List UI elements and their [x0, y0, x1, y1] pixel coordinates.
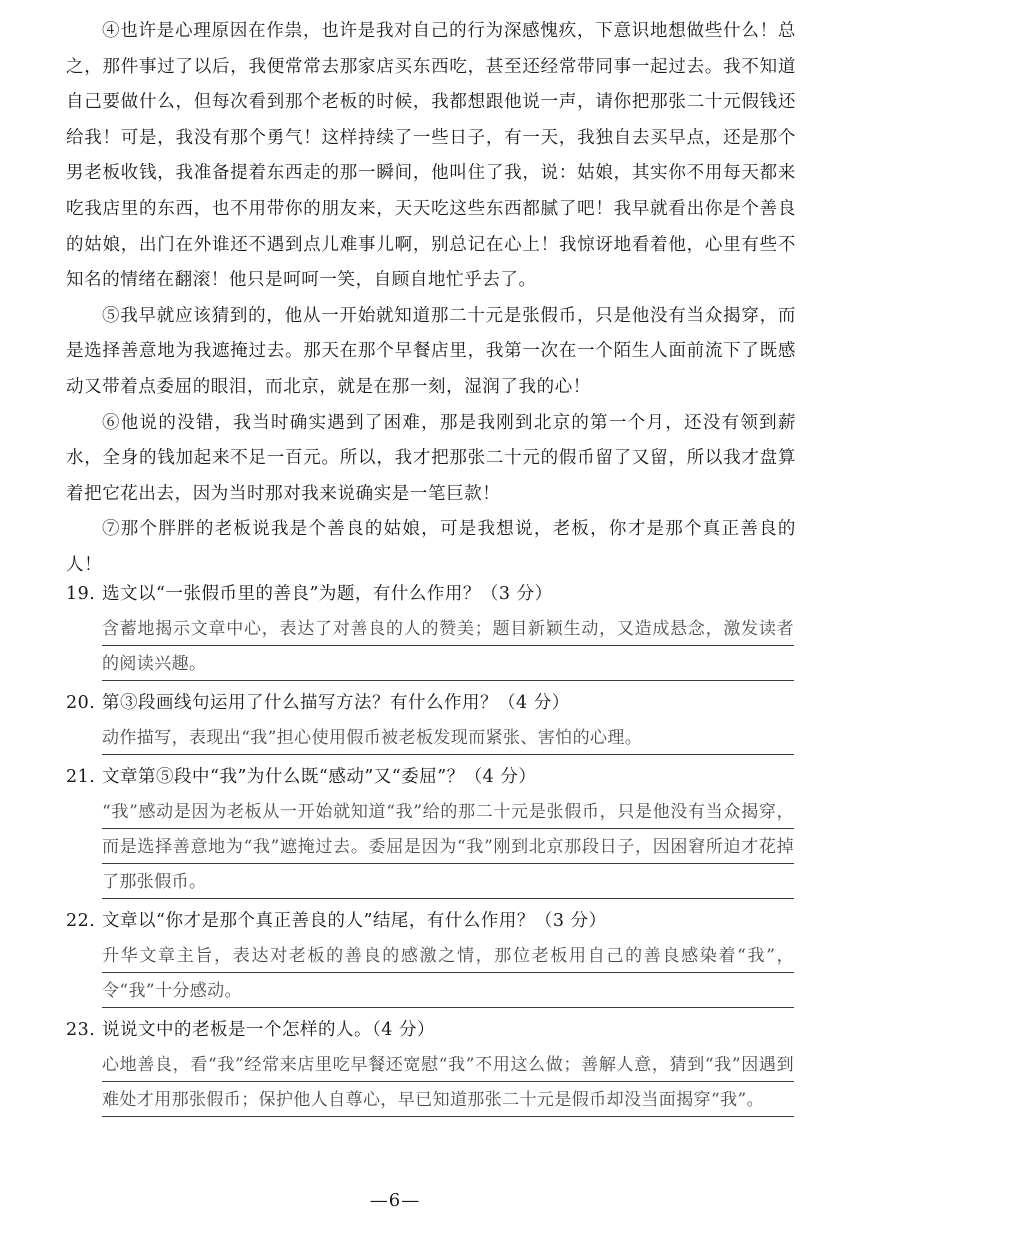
question-text: 文章第⑤段中“我”为什么既“感动”又“委屈”？（4 分）	[102, 767, 537, 787]
paragraph-5: ⑤我早就应该猜到的，他从一开始就知道那二十元是张假币，只是他没有当众揭穿，而是选择善意地为我遮掩过去。那天在那个早餐店里，我第一次在一个陌生人面前流下了既感动又带着点委屈的眼泪，而北京，就是在那一刻，湿润了我的心！	[66, 305, 796, 397]
question-22	[66, 904, 796, 1009]
answer-text: 含蓄地揭示文章中心，表达了对善良的人的赞美；题目新颖生动，又造成悬念，激发读者的阅读兴趣。	[102, 612, 794, 682]
answer-text: 升华文章主旨，表达对老板的善良的感激之情，那位老板用自己的善良感染着“我”，令“我”十分感动。	[102, 939, 794, 1009]
page-number: —6—	[369, 1190, 421, 1211]
paragraph-4: ④也许是心理原因在作祟，也许是我对自己的行为深感愧疚，下意识地想做些什么！总之，那件事过了以后，我便常常去那家店买东西吃，甚至还经常带同事一起过去。我不知道自己要做什么，但每次看到那个老板的时候，我都想跟他说一声，请你把那张二十元假钱还给我！可是，我没有那个勇气！这样持续了一些日子，有一天，我独自去买早点，还是那个男老板收钱，我准备提着东西走的那一瞬间，他叫住了我，说：姑娘，其实你不用每天都来吃我店里的东西，也不用带你的朋友来，天天吃这些东西都腻了吧！我早就看出你是个善良的姑娘，出门在外谁还不遇到点儿难事儿啊，别总记在心上！我惊讶地看着他，心里有些不知名的情绪在翻滚！他只是呵呵一笑，自顾自地忙乎去了。	[66, 21, 796, 291]
paragraph-7: ⑦那个胖胖的老板说我是个善良的姑娘，可是我想说，老板，你才是那个真正善良的人！	[66, 519, 796, 575]
reading-passage	[66, 14, 796, 584]
question-prompt	[66, 686, 796, 721]
answer-text: “我”感动是因为老板从一开始就知道“我”给的那二十元是张假币，只是他没有当众揭穿，而是选择善意地为“我”遮掩过去。委屈是因为“我”刚到北京那段日子，因困窘所迫才花掉了那张假币。	[102, 795, 794, 900]
question-number: 21.	[66, 767, 96, 787]
question-number: 20.	[66, 693, 96, 713]
question-20	[66, 686, 796, 756]
answer-text: 心地善良，看“我”经常来店里吃早餐还宽慰“我”不用这么做；善解人意，猜到“我”因遇到难处才用那张假币；保护他人自尊心，早已知道那张二十元是假币却没当面揭穿“我”。	[102, 1048, 794, 1118]
question-21	[66, 760, 796, 900]
question-text: 文章以“你才是那个真正善良的人”结尾，有什么作用？（3 分）	[102, 911, 607, 931]
question-19	[66, 577, 796, 682]
question-text: 说说文中的老板是一个怎样的人。（4 分）	[102, 1020, 435, 1040]
question-prompt	[66, 760, 796, 795]
question-list	[66, 577, 796, 1122]
question-prompt	[66, 1013, 796, 1048]
question-number: 22.	[66, 911, 96, 931]
question-number: 19.	[66, 584, 96, 604]
question-text: 选文以“一张假币里的善良”为题，有什么作用？（3 分）	[102, 584, 553, 604]
paragraph-6: ⑥他说的没错，我当时确实遇到了困难，那是我刚到北京的第一个月，还没有领到薪水，全身的钱加起来不足一百元。所以，我才把那张二十元的假币留了又留，所以我才盘算着把它花出去，因为当时那对我来说确实是一笔巨款！	[66, 412, 796, 504]
question-prompt	[66, 904, 796, 939]
question-23	[66, 1013, 796, 1118]
question-text: 第③段画线句运用了什么描写方法？有什么作用？（4 分）	[102, 693, 570, 713]
question-prompt	[66, 577, 796, 612]
answer-text: 动作描写，表现出“我”担心使用假币被老板发现而紧张、害怕的心理。	[102, 721, 794, 756]
question-number: 23.	[66, 1020, 96, 1040]
